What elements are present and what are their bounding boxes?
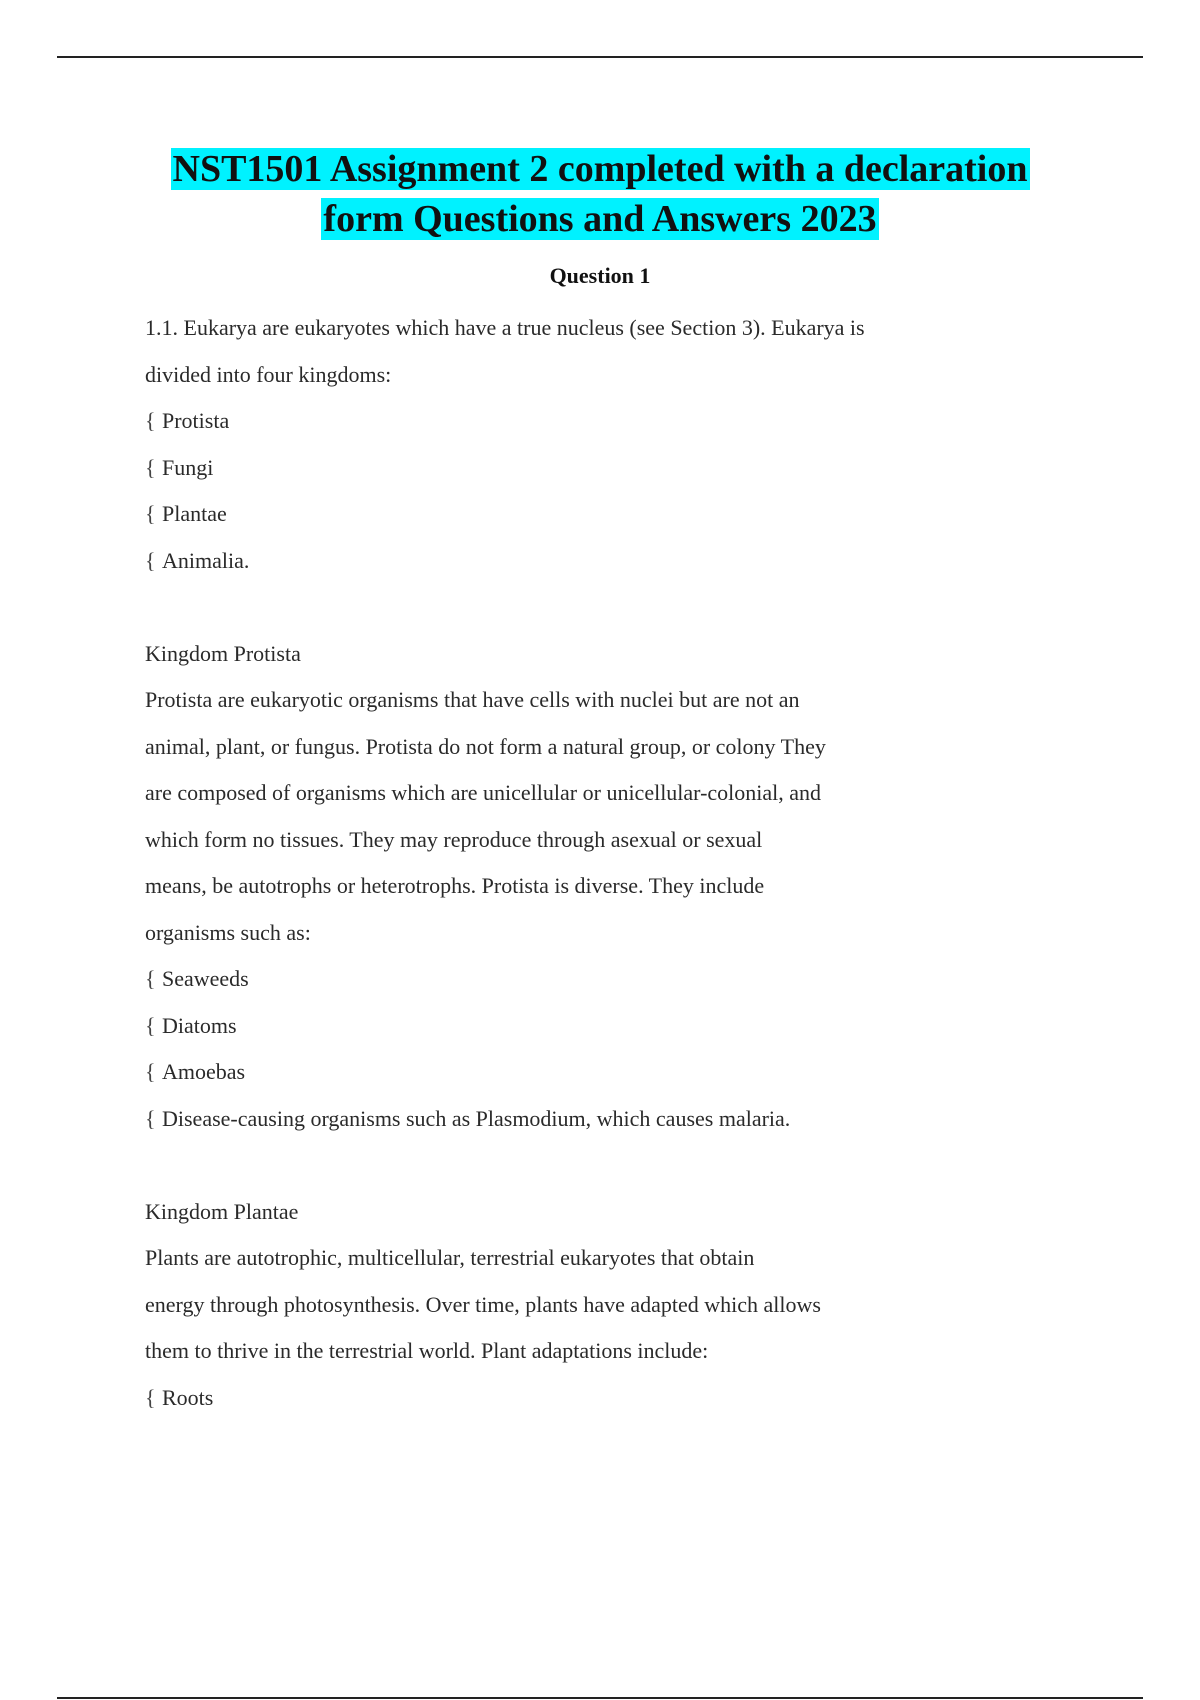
plantae-text-line: energy through photosynthesis. Over time, plants have adapted which allows — [145, 1291, 821, 1317]
kingdom-label: Animalia. — [162, 547, 250, 573]
example-label: Seaweeds — [162, 966, 249, 991]
protista-example-item — [145, 1049, 1045, 1096]
bullet-icon: { — [145, 1059, 156, 1084]
section-heading-plantae: Kingdom Plantae — [145, 1198, 299, 1224]
document-body — [145, 305, 1045, 1421]
intro-line: 1.1. Eukarya are eukaryotes which have a true nucleus (see Section 3). Eukarya is — [145, 315, 865, 340]
bullet-icon: { — [145, 408, 156, 433]
paragraph-gap — [145, 1142, 1045, 1189]
kingdom-list-item — [145, 491, 1045, 538]
protista-text-line: organisms such as: — [145, 919, 311, 945]
protista-text-line: are composed of organisms which are unicellular or unicellular-colonial, and — [145, 780, 822, 805]
example-label: Amoebas — [162, 1059, 246, 1084]
intro-line: divided into four kingdoms: — [145, 361, 392, 387]
protista-text-line: which form no tissues. They may reproduce through asexual or sexual — [145, 826, 763, 852]
example-label: Roots — [162, 1384, 214, 1410]
title-line-1: NST1501 Assignment 2 completed with a declaration — [172, 148, 1028, 190]
bottom-rule — [57, 1697, 1143, 1699]
bullet-icon: { — [145, 1105, 156, 1131]
protista-example-item — [145, 956, 1045, 1003]
title-line-2: form Questions and Answers 2023 — [323, 198, 877, 240]
bullet-icon: { — [145, 501, 156, 526]
plantae-text-line: Plants are autotrophic, multicellular, terrestrial eukaryotes that obtain — [145, 1245, 755, 1270]
paragraph-gap — [145, 584, 1045, 631]
protista-example-item — [145, 1003, 1045, 1050]
kingdom-list-item — [145, 445, 1045, 492]
kingdom-label: Protista — [162, 408, 230, 433]
plantae-example-item — [145, 1375, 1045, 1422]
bullet-icon: { — [145, 1012, 156, 1038]
example-label: Diatoms — [162, 1012, 237, 1038]
bullet-icon: { — [145, 1384, 156, 1410]
bullet-icon: { — [145, 547, 156, 573]
kingdom-label: Plantae — [162, 501, 227, 526]
protista-example-item — [145, 1096, 1045, 1143]
protista-text-line: means, be autotrophs or heterotrophs. Protista is diverse. They include — [145, 873, 765, 898]
protista-text-line: animal, plant, or fungus. Protista do not form a natural group, or colony They — [145, 733, 826, 759]
protista-text-line: Protista are eukaryotic organisms that have cells with nuclei but are not an — [145, 687, 800, 712]
question-heading: Question 1 — [549, 263, 651, 288]
bullet-icon: { — [145, 454, 156, 480]
example-label: Disease-causing organisms such as Plasmodium, which causes malaria. — [162, 1105, 791, 1131]
document-title — [100, 144, 1100, 244]
bullet-icon: { — [145, 966, 156, 991]
kingdom-list-item — [145, 398, 1045, 445]
kingdom-list-item — [145, 538, 1045, 585]
top-rule — [57, 56, 1143, 58]
plantae-text-line: them to thrive in the terrestrial world. Plant adaptations include: — [145, 1338, 709, 1363]
section-heading-protista: Kingdom Protista — [145, 640, 301, 666]
kingdom-label: Fungi — [162, 454, 214, 480]
